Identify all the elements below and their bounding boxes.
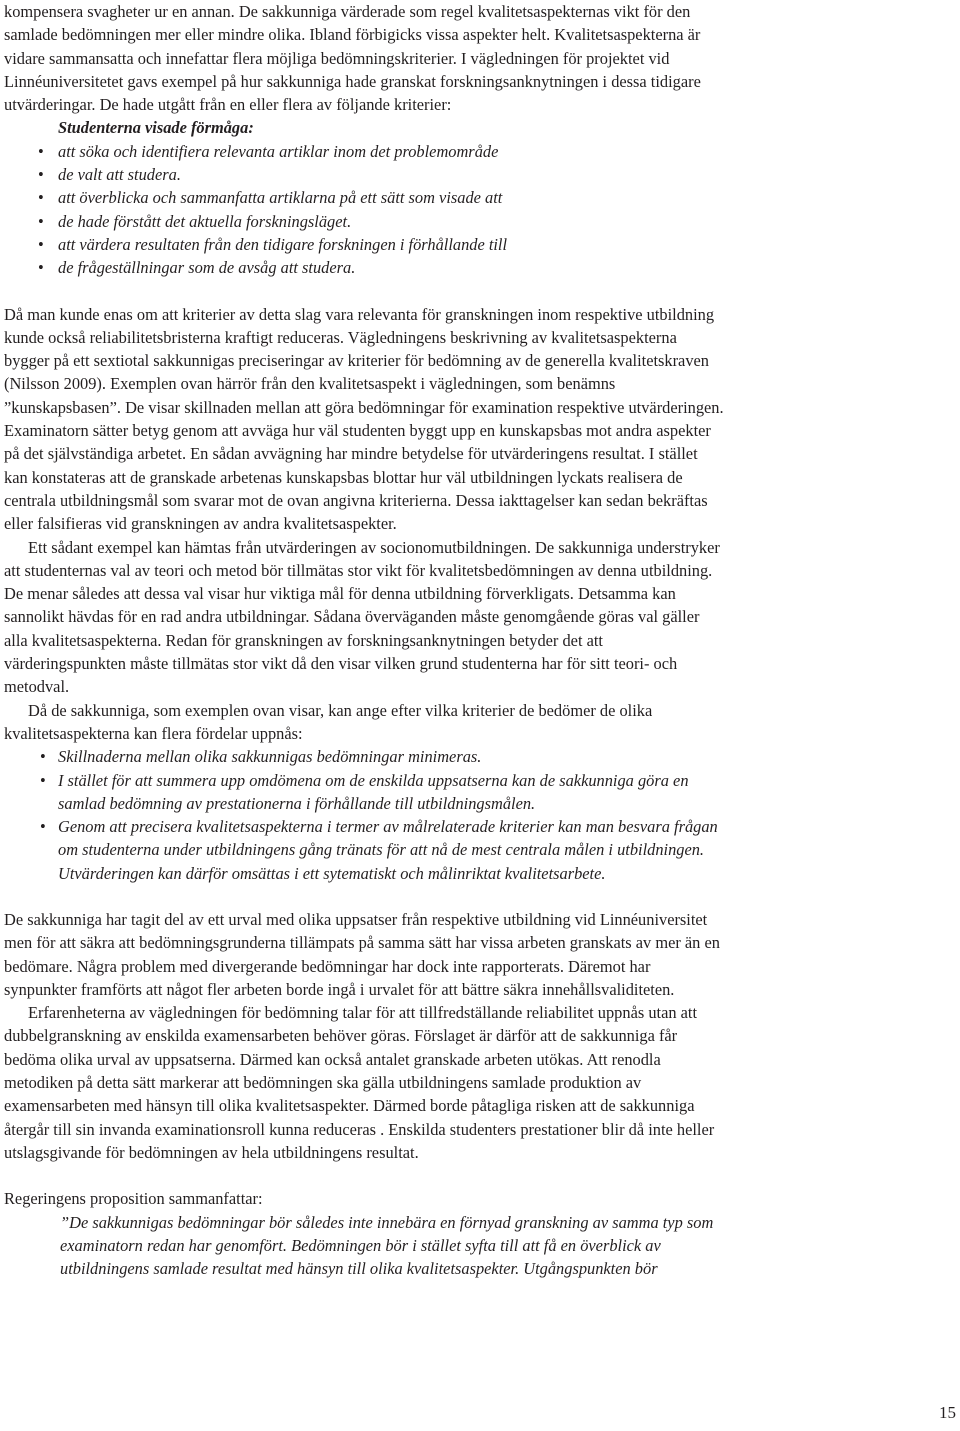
block-quote: ”De sakkunnigas bedömningar bör således inte innebära en förnyad granskning av samma typ som examinatorn redan har genomfört. Bedömningen bör i stället syfta till att få en överblick av utbildningens samlade resultat med hänsyn till olika kvalitetsaspekter. Utgångspunkten bör <box>60 1212 714 1279</box>
paragraph-5: De sakkunniga har tagit del av ett urval med olika uppsatser från respektive utbildning vid Linnéuniversitet men för att säkra att bedömningsgrunderna tillämpats på samma sätt har vissa arbeten granskats av mer än en bedömare. Några problem med divergerande bedömningar har dock inte rapporterats. Däremot har synpunkter framförts att något fler arbeten borde ingå i urvalet för att bättre säkra innehållsvaliditeten. <box>4 909 720 999</box>
paragraph-3: Ett sådant exempel kan hämtas från utvärderingen av socionomutbildningen. De sakkunniga understryker att studenternas val av teori och metod bör tillmätas stor vikt för kvalitetsbedömningen av denna utbildning. De menar således att dessa val visar hur viktiga mål för denna utbildning förverkligats. Detsamma kan sannolikt hävdas för en rad andra utbildningar. Sådana överväganden måste genomgående göras val gäller alla kvalitetsaspekterna. Redan för granskningen av forskningsanknytningen betyder det att värderingspunkten måste tillmätas stor vikt då den visar vilken grund studenterna har för sitt teori- och metodval. <box>4 537 720 697</box>
criteria-item: • de hade förstått det aktuella forskningsläget. <box>4 210 724 233</box>
paragraph-1: kompensera svagheter ur en annan. De sakkunniga värderade som regel kvalitetsaspekternas vikt för den samlade bedömningen mer eller mindre olika. Ibland förbigicks vissa aspekter helt. Kvalitetsaspekterna är vidare sammansatta och innefattar flera möjliga bedömningskriterier. I vägledningen för projektet vid Linnéuniversitetet gavs exempel på hur sakkunniga hade granskat forskningsanknytningen i dessa tidigare utvärderingar. De hade utgått från en eller flera av följande kriterier: <box>4 2 701 115</box>
criteria-heading: Studenterna visade förmåga: <box>58 118 254 138</box>
paragraph-4: Då de sakkunniga, som exemplen ovan visar, kan ange efter vilka kriterier de bedömer de olika kvalitetsaspekterna kan flera fördelar uppnås: <box>4 700 653 743</box>
advantage-item: • I stället för att summera upp omdömena om de enskilda uppsatserna kan de sakkunniga göra en samlad bedömning av prestationerna i förhållande till utbildningsmålen. <box>40 770 689 813</box>
criteria-list <box>4 140 724 280</box>
page-number: 15 <box>939 1403 956 1422</box>
paragraph-2: Då man kunde enas om att kriterier av detta slag vara relevanta för granskningen inom respektive utbildning kunde också reliabilitetsbristerna kraftigt reduceras. Vägledningens beskrivning av kvalitetsaspekterna bygger på ett sextiotal sakkunnigas preciseringar av kriterier för bedömning av de generella kvalitetskraven (Nilsson 2009). Exemplen ovan härrör från den kvalitetsaspekt i vägledningen, som benämns ”kunskapsbasen”. De visar skillnaden mellan att göra bedömningar för examination respektive utvärderingen. Examinatorn sätter betyg genom att avväga hur väl studenten byggt upp en kunskapsbas mot andra aspekter på det självständiga arbetet. En sådan avvägning har mindre betydelse för utvärderingens resultat. I stället kan konstateras att de granskade arbetenas kunskapsbas blottar hur väl utbildningen lyckats realisera de centrala utbildningsmål som svarar mot de ovan angivna kriterierna. Dessa iakttagelser kan sedan bekräftas eller falsifieras vid granskningen av andra kvalitetsaspekter. <box>4 304 724 534</box>
criteria-item: • att överblicka och sammanfatta artiklarna på ett sätt som visade att <box>4 186 724 209</box>
advantages-list <box>4 745 724 885</box>
advantage-text: Skillnaderna mellan olika sakkunnigas bedömningar minimeras. <box>58 747 482 767</box>
criteria-item: • att värdera resultaten från den tidigare forskningen i förhållande till <box>4 233 724 256</box>
criteria-item: • de valt att studera. <box>4 163 724 186</box>
paragraph-6: Erfarenheterna av vägledningen för bedömning talar för att tillfredställande reliabilitet uppnås utan att dubbelgranskning av enskilda examensarbeten behöver göras. Förslaget är därför att de sakkunniga får bedöma olika urval av uppsatserna. Därmed kan också antalet granskade arbeten utökas. Att renodla metodiken på detta sätt markerar att bedömningen ska gälla utbildningens samlade produktion av examensarbeten med hänsyn till olika kvalitetsaspekter. Därmed borde påtagliga risken att de sakkunniga återgår till sin invanda examinationsroll kunna reduceras . Enskilda studenters prestationer blir då inte heller utslagsgivande för bedömningen av hela utbildningens resultat. <box>4 1003 715 1162</box>
criteria-item: • att söka och identifiera relevanta artiklar inom det problemområde <box>4 140 724 163</box>
criteria-item: • de frågeställningar som de avsåg att studera. <box>4 256 724 279</box>
advantage-text: Genom att precisera kvalitetsaspekterna i termer av målrelaterade kriterier kan man besvara frågan om studenterna under utbildningens gång tränats för att nå de mest centrala målen i utbildningen. Utvärderingen kan därför omsättas i ett sytematiskt och målinriktat kvalitetsarbete. <box>58 817 718 883</box>
document-body <box>4 0 724 1280</box>
advantage-item: • Skillnaderna mellan olika sakkunnigas bedömningar minimeras. <box>40 747 482 767</box>
advantage-item: • Genom att precisera kvalitetsaspekterna i termer av målrelaterade kriterier kan man besvara frågan om studenterna under utbildningens gång tränats för att nå de mest centrala målen i utbildningen. Utvärderingen kan därför omsättas i ett sytematiskt och målinriktat kvalitetsarbete. <box>40 817 718 883</box>
paragraph-7: Regeringens proposition sammanfattar: <box>4 1189 263 1209</box>
advantage-text: I stället för att summera upp omdömena om de enskilda uppsatserna kan de sakkunniga göra en samlad bedömning av prestationerna i förhållande till utbildningsmålen. <box>58 770 689 813</box>
